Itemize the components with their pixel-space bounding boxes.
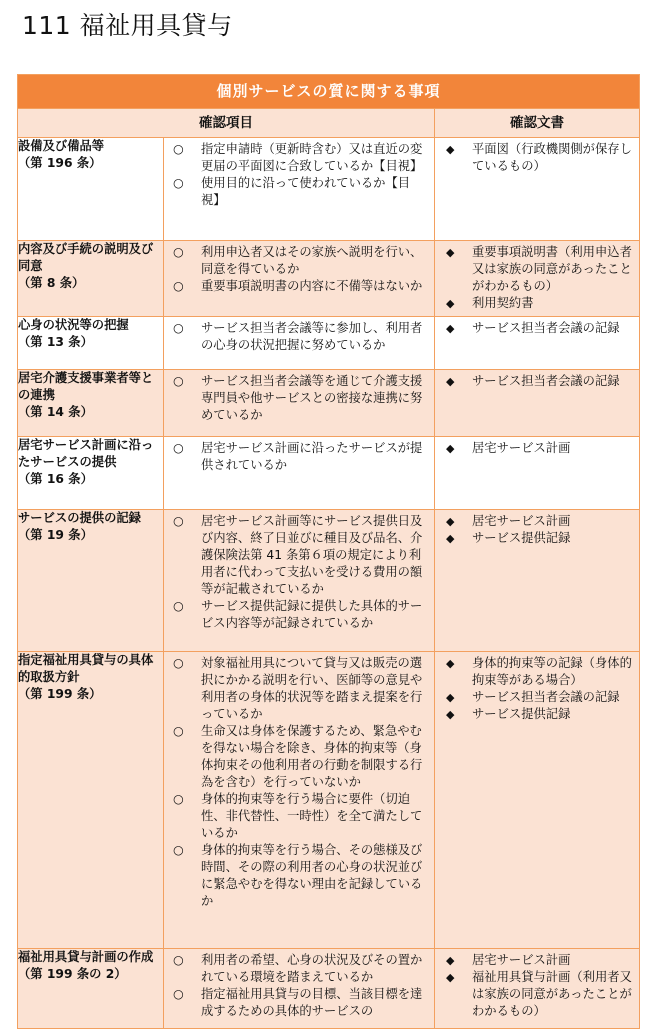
check-item [170,842,428,910]
check-item [170,244,428,278]
check-item [170,655,428,723]
doc-item [441,373,633,390]
check-items-cell [164,437,435,510]
doc-item-text: 重要事項説明書（利用申込者又は家族の同意があったことがわかるもの） [472,245,632,293]
item-article: （第 14 条） [18,405,93,419]
item-name: 居宅介護支援事業者等との連携 [18,371,154,402]
table-row [18,317,640,370]
doc-item-text: サービス提供記録 [472,707,571,721]
doc-item-text: サービス担当者会議の記録 [472,321,620,335]
check-item [170,278,428,295]
check-items-cell [164,138,435,241]
doc-item [441,706,633,723]
check-item-text: 対象福祉用具について貸与又は販売の選択にかかる説明を行い、医師等の意見や利用者の身体的状況等を踏まえ提案を行っているか [201,656,423,721]
table-row [18,437,640,510]
diamond-bullet-icon: ◆ [446,322,455,335]
check-item [170,141,428,175]
check-item-text: 居宅サービス計画に沿ったサービスが提供されているか [201,441,423,472]
item-name: 心身の状況等の把握 [18,318,129,332]
check-docs-cell [435,317,640,370]
circle-bullet-icon: ○ [173,987,184,1001]
check-item [170,723,428,791]
check-item [170,791,428,842]
check-items-cell [164,241,435,317]
check-item [170,513,428,598]
check-item-text: サービス提供記録に提供した具体的サービス内容等が記録されているか [201,599,423,630]
column-header-docs: 確認文書 [435,109,640,138]
check-item [170,952,428,986]
circle-bullet-icon: ○ [173,321,184,335]
table-row [18,510,640,652]
item-name-cell [18,138,164,241]
circle-bullet-icon: ○ [173,245,184,259]
table-row [18,241,640,317]
check-docs-cell [435,949,640,1029]
item-article: （第 16 条） [18,472,93,486]
doc-item-text: 居宅サービス計画 [472,514,571,528]
check-item [170,440,428,474]
doc-item [441,513,633,530]
circle-bullet-icon: ○ [173,953,184,967]
column-header-items: 確認項目 [18,109,435,138]
check-items-cell [164,652,435,949]
circle-bullet-icon: ○ [173,441,184,455]
check-items-cell [164,510,435,652]
circle-bullet-icon: ○ [173,792,184,806]
item-article: （第 13 条） [18,335,93,349]
check-docs-cell [435,652,640,949]
diamond-bullet-icon: ◆ [446,954,455,967]
check-item-text: 重要事項説明書の内容に不備等はないか [201,279,423,293]
circle-bullet-icon: ○ [173,656,184,670]
diamond-bullet-icon: ◆ [446,532,455,545]
item-name: 居宅サービス計画に沿ったサービスの提供 [18,438,154,469]
doc-item [441,969,633,1020]
item-name: サービスの提供の記録 [18,511,141,525]
quality-check-table [17,74,640,1029]
item-name-cell [18,370,164,437]
check-items-cell [164,370,435,437]
table-row [18,138,640,241]
diamond-bullet-icon: ◆ [446,971,455,984]
doc-item-text: 居宅サービス計画 [472,953,571,967]
check-item-text: 利用申込者又はその家族へ説明を行い、同意を得ているか [201,245,423,276]
circle-bullet-icon: ○ [173,142,184,156]
item-article: （第 19 条） [18,528,93,542]
doc-item-text: 居宅サービス計画 [472,441,571,455]
diamond-bullet-icon: ◆ [446,143,455,156]
item-name-cell [18,652,164,949]
check-item-text: 身体的拘束等を行う場合、その態様及び時間、その際の利用者の心身の状況並びに緊急やむを得ない理由を記録しているか [201,843,423,908]
item-name-cell [18,949,164,1029]
item-name: 内容及び手続の説明及び同意 [18,242,154,273]
circle-bullet-icon: ○ [173,599,184,613]
item-name: 福祉用具貸与計画の作成 [18,950,154,964]
item-name-cell [18,437,164,510]
doc-item [441,320,633,337]
check-item-text: 使用目的に沿って使われているか【目視】 [201,176,411,207]
doc-item [441,689,633,706]
diamond-bullet-icon: ◆ [446,708,455,721]
check-item-text: 身体的拘束等を行う場合に要件（切迫性、非代替性、一時性）を全て満たしているか [201,792,423,840]
check-items-cell [164,317,435,370]
item-name: 指定福祉用具貸与の具体的取扱方針 [18,653,154,684]
check-item-text: 利用者の希望、心身の状況及びその置かれている環境を踏まえているか [201,953,423,984]
item-name-cell [18,317,164,370]
diamond-bullet-icon: ◆ [446,246,455,259]
doc-item [441,655,633,689]
diamond-bullet-icon: ◆ [446,515,455,528]
doc-item-text: 利用契約書 [472,296,534,310]
check-item-text: 居宅サービス計画等にサービス提供日及び内容、終了日並びに種目及び品名、介護保険法第 41 条第６項の規定により利用者に代わって支払いを受ける費用の額等が記載されているか [201,514,423,596]
circle-bullet-icon: ○ [173,374,184,388]
table-body [18,138,640,1029]
circle-bullet-icon: ○ [173,724,184,738]
table-row [18,652,640,949]
item-name: 設備及び備品等 [18,139,105,153]
doc-item [441,952,633,969]
item-article: （第 8 条） [18,276,85,290]
diamond-bullet-icon: ◆ [446,442,455,455]
check-item-text: 指定福祉用具貸与の目標、当該目標を達成するための具体的サービスの [201,987,423,1018]
check-docs-cell [435,241,640,317]
doc-item-text: サービス担当者会議の記録 [472,690,620,704]
table-row [18,949,640,1029]
doc-item-text: 身体的拘束等の記録（身体的拘束等がある場合） [472,656,632,687]
item-article: （第 199 条） [18,687,102,701]
diamond-bullet-icon: ◆ [446,657,455,670]
check-item-text: サービス担当者会議等を通じて介護支援専門員や他サービスとの密接な連携に努めているか [201,374,423,422]
doc-item-text: サービス担当者会議の記録 [472,374,620,388]
circle-bullet-icon: ○ [173,176,184,190]
doc-item [441,440,633,457]
doc-item [441,244,633,295]
doc-item [441,141,633,175]
check-item [170,320,428,354]
page-title: 111 福祉用具貸与 [22,11,233,40]
check-item-text: 生命又は身体を保護するため、緊急やむを得ない場合を除き、身体的拘束等（身体拘束その他利用者の行動を制限する行為を含む）を行っていないか [201,724,423,789]
check-item [170,598,428,632]
doc-item-text: 福祉用具貸与計画（利用者又は家族の同意があったことがわかるもの） [472,970,632,1018]
check-docs-cell [435,370,640,437]
check-item-text: サービス担当者会議等に参加し、利用者の心身の状況把握に努めているか [201,321,423,352]
item-article: （第 199 条の 2） [18,967,127,981]
check-docs-cell [435,510,640,652]
doc-item-text: 平面図（行政機関側が保存しているもの） [472,142,632,173]
item-name-cell [18,510,164,652]
check-item [170,175,428,209]
circle-bullet-icon: ○ [173,514,184,528]
check-item [170,986,428,1020]
doc-item-text: サービス提供記録 [472,531,571,545]
item-name-cell [18,241,164,317]
item-article: （第 196 条） [18,156,102,170]
table-banner: 個別サービスの質に関する事項 [18,75,640,109]
check-item-text: 指定申請時（更新時含む）又は直近の変更届の平面図に合致しているか【目視】 [201,142,423,173]
doc-item [441,295,633,312]
diamond-bullet-icon: ◆ [446,375,455,388]
diamond-bullet-icon: ◆ [446,691,455,704]
circle-bullet-icon: ○ [173,843,184,857]
check-docs-cell [435,138,640,241]
table-row [18,370,640,437]
doc-item [441,530,633,547]
check-docs-cell [435,437,640,510]
circle-bullet-icon: ○ [173,279,184,293]
check-items-cell [164,949,435,1029]
check-item [170,373,428,424]
diamond-bullet-icon: ◆ [446,297,455,310]
